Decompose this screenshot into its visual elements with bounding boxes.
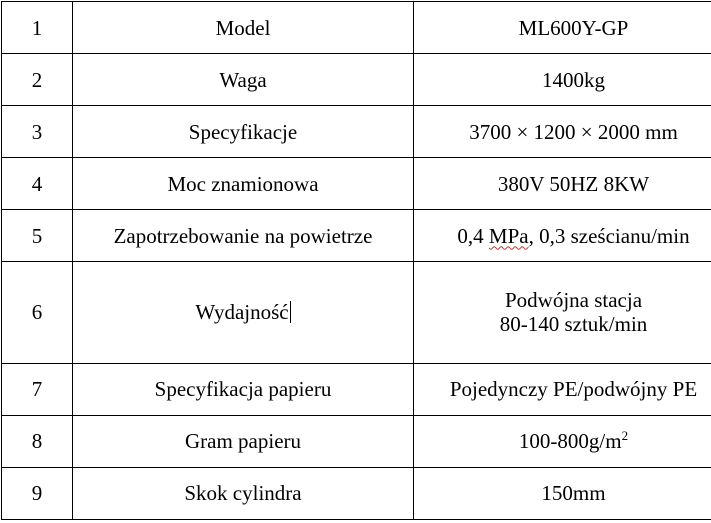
- row-value: 150mm: [414, 467, 711, 519]
- table-row: [2, 467, 711, 519]
- row-label: Gram papieru: [73, 415, 414, 467]
- row-label: Model: [73, 2, 414, 54]
- row-label: Specyfikacja papieru: [73, 363, 414, 415]
- table-row: [2, 415, 711, 467]
- table-row: [2, 210, 711, 262]
- table-row: [2, 2, 711, 54]
- table-row: [2, 106, 711, 158]
- row-number: 6: [2, 262, 73, 364]
- row-label-text: Wydajność: [195, 300, 289, 325]
- row-label: Zapotrzebowanie na powietrze: [73, 210, 414, 262]
- row-label: Moc znamionowa: [73, 158, 414, 210]
- value-line-2: 80-140 sztuk/min: [499, 312, 648, 337]
- text-cursor: [290, 301, 291, 323]
- value-line-1: Podwójna stacja: [504, 288, 643, 313]
- spellcheck-word: MPa: [488, 223, 529, 248]
- row-number: 7: [2, 363, 73, 415]
- row-value: ML600Y-GP: [414, 2, 711, 54]
- row-number: 5: [2, 210, 73, 262]
- value-part: , 0,3 sześcianu/min: [528, 223, 690, 248]
- row-label: Specyfikacje: [73, 106, 414, 158]
- table-row: [2, 262, 711, 364]
- table-row: [2, 54, 711, 106]
- row-label: Waga: [73, 54, 414, 106]
- superscript: 2: [621, 428, 629, 444]
- row-value: 1400kg: [414, 54, 711, 106]
- table-row: [2, 158, 711, 210]
- row-label: [73, 262, 414, 364]
- row-number: 9: [2, 467, 73, 519]
- row-value: [414, 415, 711, 467]
- row-value: Pojedynczy PE/podwójny PE: [414, 363, 711, 415]
- row-number: 2: [2, 54, 73, 106]
- row-value: [414, 262, 711, 364]
- value-part: 100-800g/m: [518, 429, 622, 454]
- row-number: 1: [2, 2, 73, 54]
- row-value: [414, 210, 711, 262]
- row-label: Skok cylindra: [73, 467, 414, 519]
- spec-table: [1, 1, 711, 520]
- row-number: 3: [2, 106, 73, 158]
- row-value: 3700 × 1200 × 2000 mm: [414, 106, 711, 158]
- row-number: 4: [2, 158, 73, 210]
- row-value: 380V 50HZ 8KW: [414, 158, 711, 210]
- table-row: [2, 363, 711, 415]
- value-part: 0,4: [457, 223, 489, 248]
- row-number: 8: [2, 415, 73, 467]
